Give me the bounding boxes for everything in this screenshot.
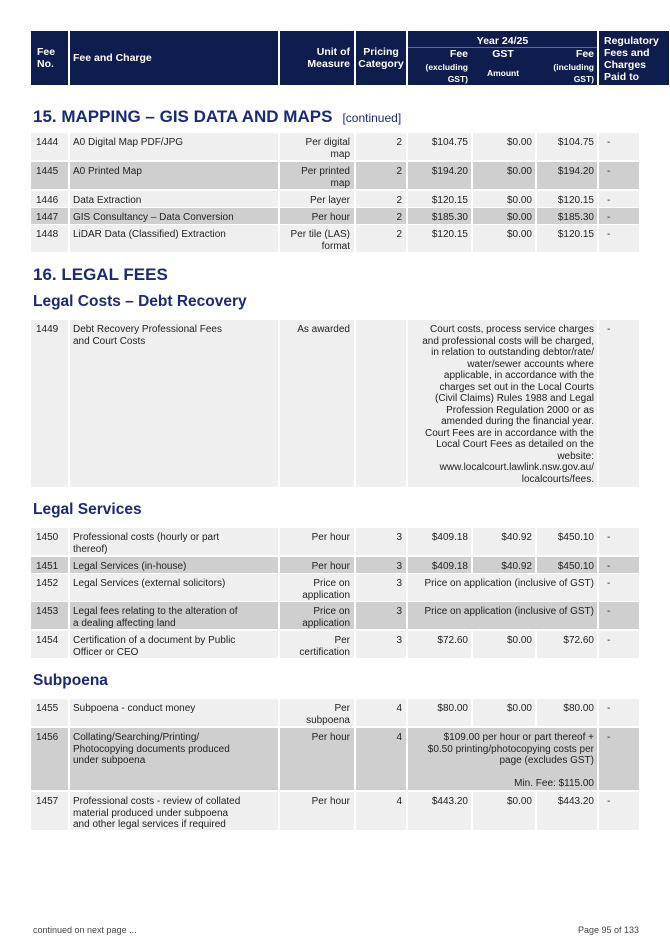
fee-including-gst: $72.60 xyxy=(537,631,597,658)
unit-of-measure: Per hour xyxy=(280,528,354,555)
fee-description: $109.00 per hour or part thereof + $0.50 printing/photocopying costs per page (excludes GST) Min. Fee: $115.00 xyxy=(408,728,597,790)
table-row xyxy=(31,699,639,726)
header-fee-and-charge: Fee and Charge xyxy=(70,31,278,85)
unit-of-measure: Per digital map xyxy=(280,133,354,160)
regulatory-paid-to: - xyxy=(599,320,639,487)
unit-of-measure: Per hour xyxy=(280,728,354,790)
pricing-category: 3 xyxy=(356,574,406,601)
gst-amount: $0.00 xyxy=(473,699,535,726)
fee-number: 1453 xyxy=(31,602,68,629)
header-fee-no: Fee No. xyxy=(31,31,68,85)
fee-number: 1445 xyxy=(31,162,68,189)
fee-including-gst: $450.10 xyxy=(537,557,597,573)
fee-name: A0 Digital Map PDF/JPG xyxy=(70,133,278,160)
regulatory-paid-to: - xyxy=(599,574,639,601)
fee-name: Professional costs (hourly or part thereof) xyxy=(70,528,278,555)
gst-amount: $40.92 xyxy=(473,528,535,555)
fee-name: LiDAR Data (Classified) Extraction xyxy=(70,225,278,252)
header-fee-excl: Fee xyxy=(449,48,468,60)
fee-name: Collating/Searching/Printing/ Photocopying documents produced under subpoena xyxy=(70,728,278,790)
gst-amount: $0.00 xyxy=(473,208,535,224)
unit-of-measure: Per hour xyxy=(280,557,354,573)
fee-name: Debt Recovery Professional Fees and Court Costs xyxy=(70,320,278,487)
unit-of-measure: As awarded xyxy=(280,320,354,487)
pricing-category: 3 xyxy=(356,528,406,555)
pricing-category: 2 xyxy=(356,162,406,189)
regulatory-paid-to: - xyxy=(599,631,639,658)
table-row xyxy=(31,528,639,555)
fee-number: 1457 xyxy=(31,792,68,830)
table-row xyxy=(31,320,639,487)
regulatory-paid-to: - xyxy=(599,699,639,726)
pricing-category: 4 xyxy=(356,792,406,830)
subsection-legal-services: Legal Services xyxy=(33,501,142,518)
pricing-category xyxy=(356,320,406,487)
table-row xyxy=(31,792,639,830)
fee-including-gst: $120.15 xyxy=(537,225,597,252)
fee-number: 1448 xyxy=(31,225,68,252)
table-row xyxy=(31,557,639,573)
fee-excluding-gst: $80.00 xyxy=(408,699,471,726)
gst-amount: $0.00 xyxy=(473,792,535,830)
regulatory-paid-to: - xyxy=(599,528,639,555)
fee-name: Data Extraction xyxy=(70,191,278,207)
fee-including-gst: $450.10 xyxy=(537,528,597,555)
pricing-category: 4 xyxy=(356,699,406,726)
fee-excluding-gst: $409.18 xyxy=(408,557,471,573)
regulatory-paid-to: - xyxy=(599,225,639,252)
regulatory-paid-to: - xyxy=(599,191,639,207)
fee-excluding-gst: $185.30 xyxy=(408,208,471,224)
header-pricing: Pricing Category xyxy=(356,31,406,85)
fee-description: Court costs, process service charges and professional costs will be charged, in relation to outstanding debtor/rate/ water/sewer accounts where applicable, in accordance with the charges set out in the Local Courts (Civil Claims) Rules 1988 and Legal Profession Regulation 2000 or as amended during the financial year. Court Fees are in accordance with the Local Court Fees as detailed on the website: www.localcourt.lawlink.nsw.gov.au/ localcourts/fees. xyxy=(408,320,597,487)
gst-amount: $0.00 xyxy=(473,191,535,207)
fee-excluding-gst: $194.20 xyxy=(408,162,471,189)
table-row xyxy=(31,191,639,207)
fee-excluding-gst: $409.18 xyxy=(408,528,471,555)
regulatory-paid-to: - xyxy=(599,133,639,160)
fee-including-gst: $104.75 xyxy=(537,133,597,160)
header-fee-incl: Fee xyxy=(575,48,594,60)
fee-number: 1450 xyxy=(31,528,68,555)
fee-description: Price on application (inclusive of GST) xyxy=(408,602,597,629)
fee-including-gst: $120.15 xyxy=(537,191,597,207)
unit-of-measure: Price on application xyxy=(280,602,354,629)
gst-amount: $40.92 xyxy=(473,557,535,573)
fee-name: GIS Consultancy – Data Conversion xyxy=(70,208,278,224)
table-header xyxy=(31,31,659,85)
regulatory-paid-to: - xyxy=(599,728,639,790)
section-16-title: 16. LEGAL FEES xyxy=(33,265,168,284)
unit-of-measure: Per hour xyxy=(280,208,354,224)
header-regulatory: Regulatory Fees and Charges Paid to xyxy=(599,31,669,85)
section-15-title: 15. MAPPING – GIS DATA AND MAPS [continued] xyxy=(33,107,402,126)
pricing-category: 3 xyxy=(356,557,406,573)
fee-number: 1454 xyxy=(31,631,68,658)
gst-amount: $0.00 xyxy=(473,133,535,160)
fee-number: 1444 xyxy=(31,133,68,160)
regulatory-paid-to: - xyxy=(599,792,639,830)
fee-number: 1456 xyxy=(31,728,68,790)
gst-amount: $0.00 xyxy=(473,225,535,252)
fee-name: A0 Printed Map xyxy=(70,162,278,189)
fee-number: 1452 xyxy=(31,574,68,601)
pricing-category: 2 xyxy=(356,133,406,160)
header-unit: Unit of Measure xyxy=(280,31,354,85)
fee-including-gst: $194.20 xyxy=(537,162,597,189)
fee-excluding-gst: $120.15 xyxy=(408,191,471,207)
unit-of-measure: Per layer xyxy=(280,191,354,207)
fee-excluding-gst: $72.60 xyxy=(408,631,471,658)
pricing-category: 3 xyxy=(356,602,406,629)
fee-including-gst: $80.00 xyxy=(537,699,597,726)
fee-including-gst: $443.20 xyxy=(537,792,597,830)
regulatory-paid-to: - xyxy=(599,208,639,224)
fee-excluding-gst: $443.20 xyxy=(408,792,471,830)
unit-of-measure: Per tile (LAS) format xyxy=(280,225,354,252)
header-gst: GST xyxy=(492,48,514,60)
table-row xyxy=(31,133,639,160)
regulatory-paid-to: - xyxy=(599,602,639,629)
gst-amount: $0.00 xyxy=(473,631,535,658)
regulatory-paid-to: - xyxy=(599,162,639,189)
continued-label: [continued] xyxy=(342,111,402,125)
table-row xyxy=(31,728,639,790)
fee-number: 1455 xyxy=(31,699,68,726)
fee-name: Legal Services (in-house) xyxy=(70,557,278,573)
regulatory-paid-to: - xyxy=(599,557,639,573)
fee-number: 1446 xyxy=(31,191,68,207)
table-row xyxy=(31,602,639,629)
fee-name: Professional costs - review of collated material produced under subpoena and other legal services if required xyxy=(70,792,278,830)
table-row xyxy=(31,574,639,601)
pricing-category: 4 xyxy=(356,728,406,790)
header-year: Year 24/25 Fee (excluding GST) GST Amount Fee (including GST) xyxy=(408,31,597,85)
fee-name: Legal Services (external solicitors) xyxy=(70,574,278,601)
fee-excluding-gst: $120.15 xyxy=(408,225,471,252)
table-row xyxy=(31,631,639,658)
fee-description: Price on application (inclusive of GST) xyxy=(408,574,597,601)
subsection-subpoena: Subpoena xyxy=(33,672,108,689)
table-row xyxy=(31,208,639,224)
fee-including-gst: $185.30 xyxy=(537,208,597,224)
pricing-category: 2 xyxy=(356,208,406,224)
fee-name: Legal fees relating to the alteration of a dealing affecting land xyxy=(70,602,278,629)
pricing-category: 2 xyxy=(356,225,406,252)
footer-continued: continued on next page ... xyxy=(33,925,137,935)
fee-number: 1451 xyxy=(31,557,68,573)
unit-of-measure: Per certification xyxy=(280,631,354,658)
fee-name: Certification of a document by Public Officer or CEO xyxy=(70,631,278,658)
table-row xyxy=(31,225,639,252)
table-row xyxy=(31,162,639,189)
fee-excluding-gst: $104.75 xyxy=(408,133,471,160)
footer-page-number: Page 95 of 133 xyxy=(577,925,639,935)
unit-of-measure: Per printed map xyxy=(280,162,354,189)
subsection-debt-recovery: Legal Costs – Debt Recovery xyxy=(33,293,247,310)
pricing-category: 2 xyxy=(356,191,406,207)
gst-amount: $0.00 xyxy=(473,162,535,189)
unit-of-measure: Price on application xyxy=(280,574,354,601)
fee-name: Subpoena - conduct money xyxy=(70,699,278,726)
unit-of-measure: Per subpoena xyxy=(280,699,354,726)
unit-of-measure: Per hour xyxy=(280,792,354,830)
fee-number: 1449 xyxy=(31,320,68,487)
pricing-category: 3 xyxy=(356,631,406,658)
fee-number: 1447 xyxy=(31,208,68,224)
